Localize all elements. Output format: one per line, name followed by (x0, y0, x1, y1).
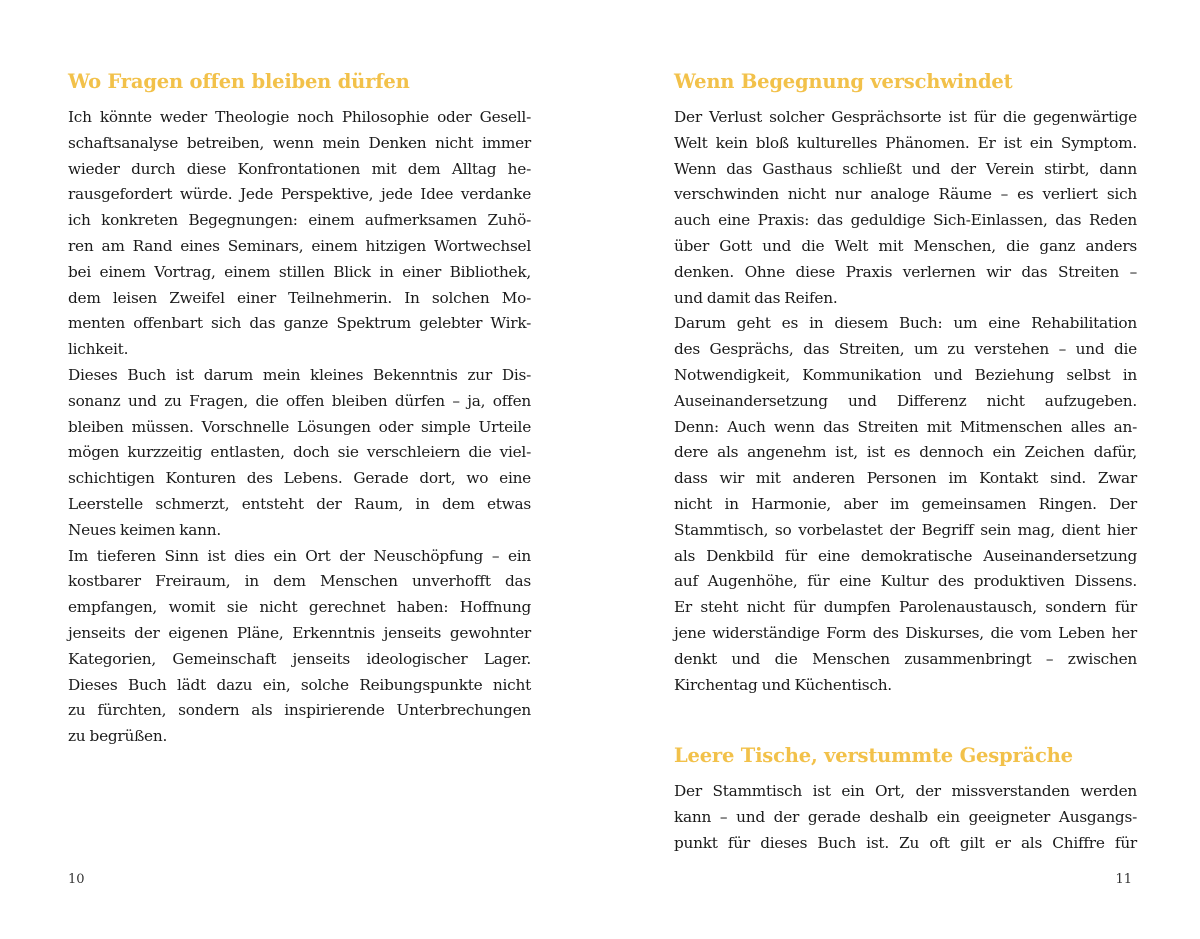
text-line: mögen kurzzeitig entlasten, doch sie verschleiern die viel- (68, 443, 531, 462)
text-line: lichkeit. (68, 340, 129, 359)
left-body (68, 105, 531, 750)
left-text-column (68, 64, 531, 750)
text-line: Auseinandersetzung und Differenz nicht aufzugeben. (674, 391, 1137, 410)
right-page (600, 0, 1200, 939)
text-line: Wenn das Gasthaus schließt und der Verein stirbt, dann (674, 159, 1137, 178)
section-title-encounter: Wenn Begegnung verschwindet (674, 70, 1013, 93)
paragraph (68, 105, 531, 363)
text-line: nicht in Harmonie, aber im gemeinsamen Ringen. Der (674, 494, 1137, 513)
section-title-questions: Wo Fragen offen bleiben dürfen (68, 70, 410, 93)
text-line: Denn: Auch wenn das Streiten mit Mitmenschen alles an- (674, 417, 1137, 436)
text-line: Dieses Buch ist darum mein kleines Bekenntnis zur Dis- (68, 365, 531, 384)
text-line: auf Augenhöhe, für eine Kultur des produktiven Dissens. (674, 572, 1137, 591)
text-line: Er steht nicht für dumpfen Parolenaustausch, sondern für (674, 598, 1137, 617)
section-spacer (674, 698, 1137, 738)
text-line: verschwinden nicht nur analoge Räume – es verliert sich (674, 185, 1137, 204)
text-line: kostbarer Freiraum, in dem Menschen unverhofft das (68, 572, 531, 591)
text-line: des Gesprächs, das Streiten, um zu verstehen – und die (674, 340, 1137, 359)
text-line: Darum geht es in diesem Buch: um eine Rehabilitation (674, 314, 1137, 333)
text-line: als Denkbild für eine demokratische Auseinandersetzung (674, 546, 1137, 565)
text-line: Ich könnte weder Theologie noch Philosophie oder Gesell- (68, 108, 531, 126)
text-line: Stammtisch, so vorbelastet der Begriff sein mag, dient hier (674, 520, 1137, 539)
text-line: kann – und der gerade deshalb ein geeigneter Ausgangs- (674, 808, 1137, 827)
paragraph (674, 779, 1137, 856)
text-line: zu fürchten, sondern als inspirierende Unterbrechungen (68, 701, 531, 720)
text-line: ich konkreten Begegnungen: einem aufmerksamen Zuhö- (68, 211, 531, 230)
text-line: Kirchentag und Küchentisch. (674, 675, 892, 694)
text-line: Notwendigkeit, Kommunikation und Beziehung selbst in (674, 365, 1137, 384)
text-line: Im tieferen Sinn ist dies ein Ort der Neuschöpfung – ein (68, 546, 531, 565)
paragraph (674, 311, 1137, 698)
text-line: Der Stammtisch ist ein Ort, der missverstanden werden (674, 782, 1137, 801)
text-line: Kategorien, Gemeinschaft jenseits ideologischer Lager. (68, 649, 531, 668)
right-body-second (674, 779, 1137, 856)
text-line: schichtigen Konturen des Lebens. Gerade dort, wo eine (68, 469, 531, 488)
text-line: rausgefordert würde. Jede Perspektive, jede Idee verdanke (68, 185, 531, 204)
section-title-empty-tables: Leere Tische, verstummte Gespräche (674, 744, 1073, 768)
text-line: dere als angenehm ist, ist es dennoch ein Zeichen dafür, (674, 443, 1137, 462)
right-text-column (674, 64, 1137, 857)
page-number-right: 11 (1115, 872, 1132, 887)
text-line: punkt für dieses Buch ist. Zu oft gilt er als Chiffre für (674, 833, 1137, 852)
text-line: Neues keimen kann. (68, 520, 221, 539)
text-line: und damit das Reifen. (674, 288, 838, 307)
paragraph (68, 544, 531, 750)
text-line: dem leisen Zweifel einer Teilnehmerin. In solchen Mo- (68, 288, 531, 307)
text-line: über Gott und die Welt mit Menschen, die ganz anders (674, 236, 1137, 255)
text-line: zu begrüßen. (68, 727, 168, 746)
text-line: denkt und die Menschen zusammenbringt – zwischen (674, 649, 1137, 668)
right-body (674, 105, 1137, 698)
text-line: Der Verlust solcher Gesprächsorte ist für die gegenwärtige (674, 108, 1137, 126)
text-line: sonanz und zu Fragen, die offen bleiben dürfen – ja, offen (68, 391, 531, 410)
text-line: dass wir mit anderen Personen im Kontakt sind. Zwar (674, 469, 1137, 488)
text-line: empfangen, womit sie nicht gerechnet haben: Hoffnung (68, 598, 531, 617)
text-line: jene widerständige Form des Diskurses, die vom Leben her (674, 623, 1137, 642)
text-line: denken. Ohne diese Praxis verlernen wir das Streiten – (674, 262, 1137, 281)
text-line: schaftsanalyse betreiben, wenn mein Denken nicht immer (68, 133, 531, 152)
text-line: auch eine Praxis: das geduldige Sich-Einlassen, das Reden (674, 211, 1137, 230)
page-number-left: 10 (68, 872, 85, 887)
paragraph (674, 105, 1137, 311)
text-line: Dieses Buch lädt dazu ein, solche Reibungspunkte nicht (68, 675, 531, 694)
text-line: menten offenbart sich das ganze Spektrum gelebter Wirk- (68, 314, 531, 333)
text-line: wieder durch diese Konfrontationen mit dem Alltag he- (68, 159, 531, 178)
paragraph (68, 363, 531, 544)
text-line: ren am Rand eines Seminars, einem hitzigen Wortwechsel (68, 236, 531, 255)
text-line: Leerstelle schmerzt, entsteht der Raum, in dem etwas (68, 494, 531, 513)
text-line: bei einem Vortrag, einem stillen Blick in einer Bibliothek, (68, 262, 531, 281)
text-line: bleiben müssen. Vorschnelle Lösungen oder simple Urteile (68, 417, 531, 436)
text-line: Welt kein bloß kulturelles Phänomen. Er ist ein Symptom. (674, 133, 1137, 152)
text-line: jenseits der eigenen Pläne, Erkenntnis jenseits gewohnter (68, 623, 531, 642)
